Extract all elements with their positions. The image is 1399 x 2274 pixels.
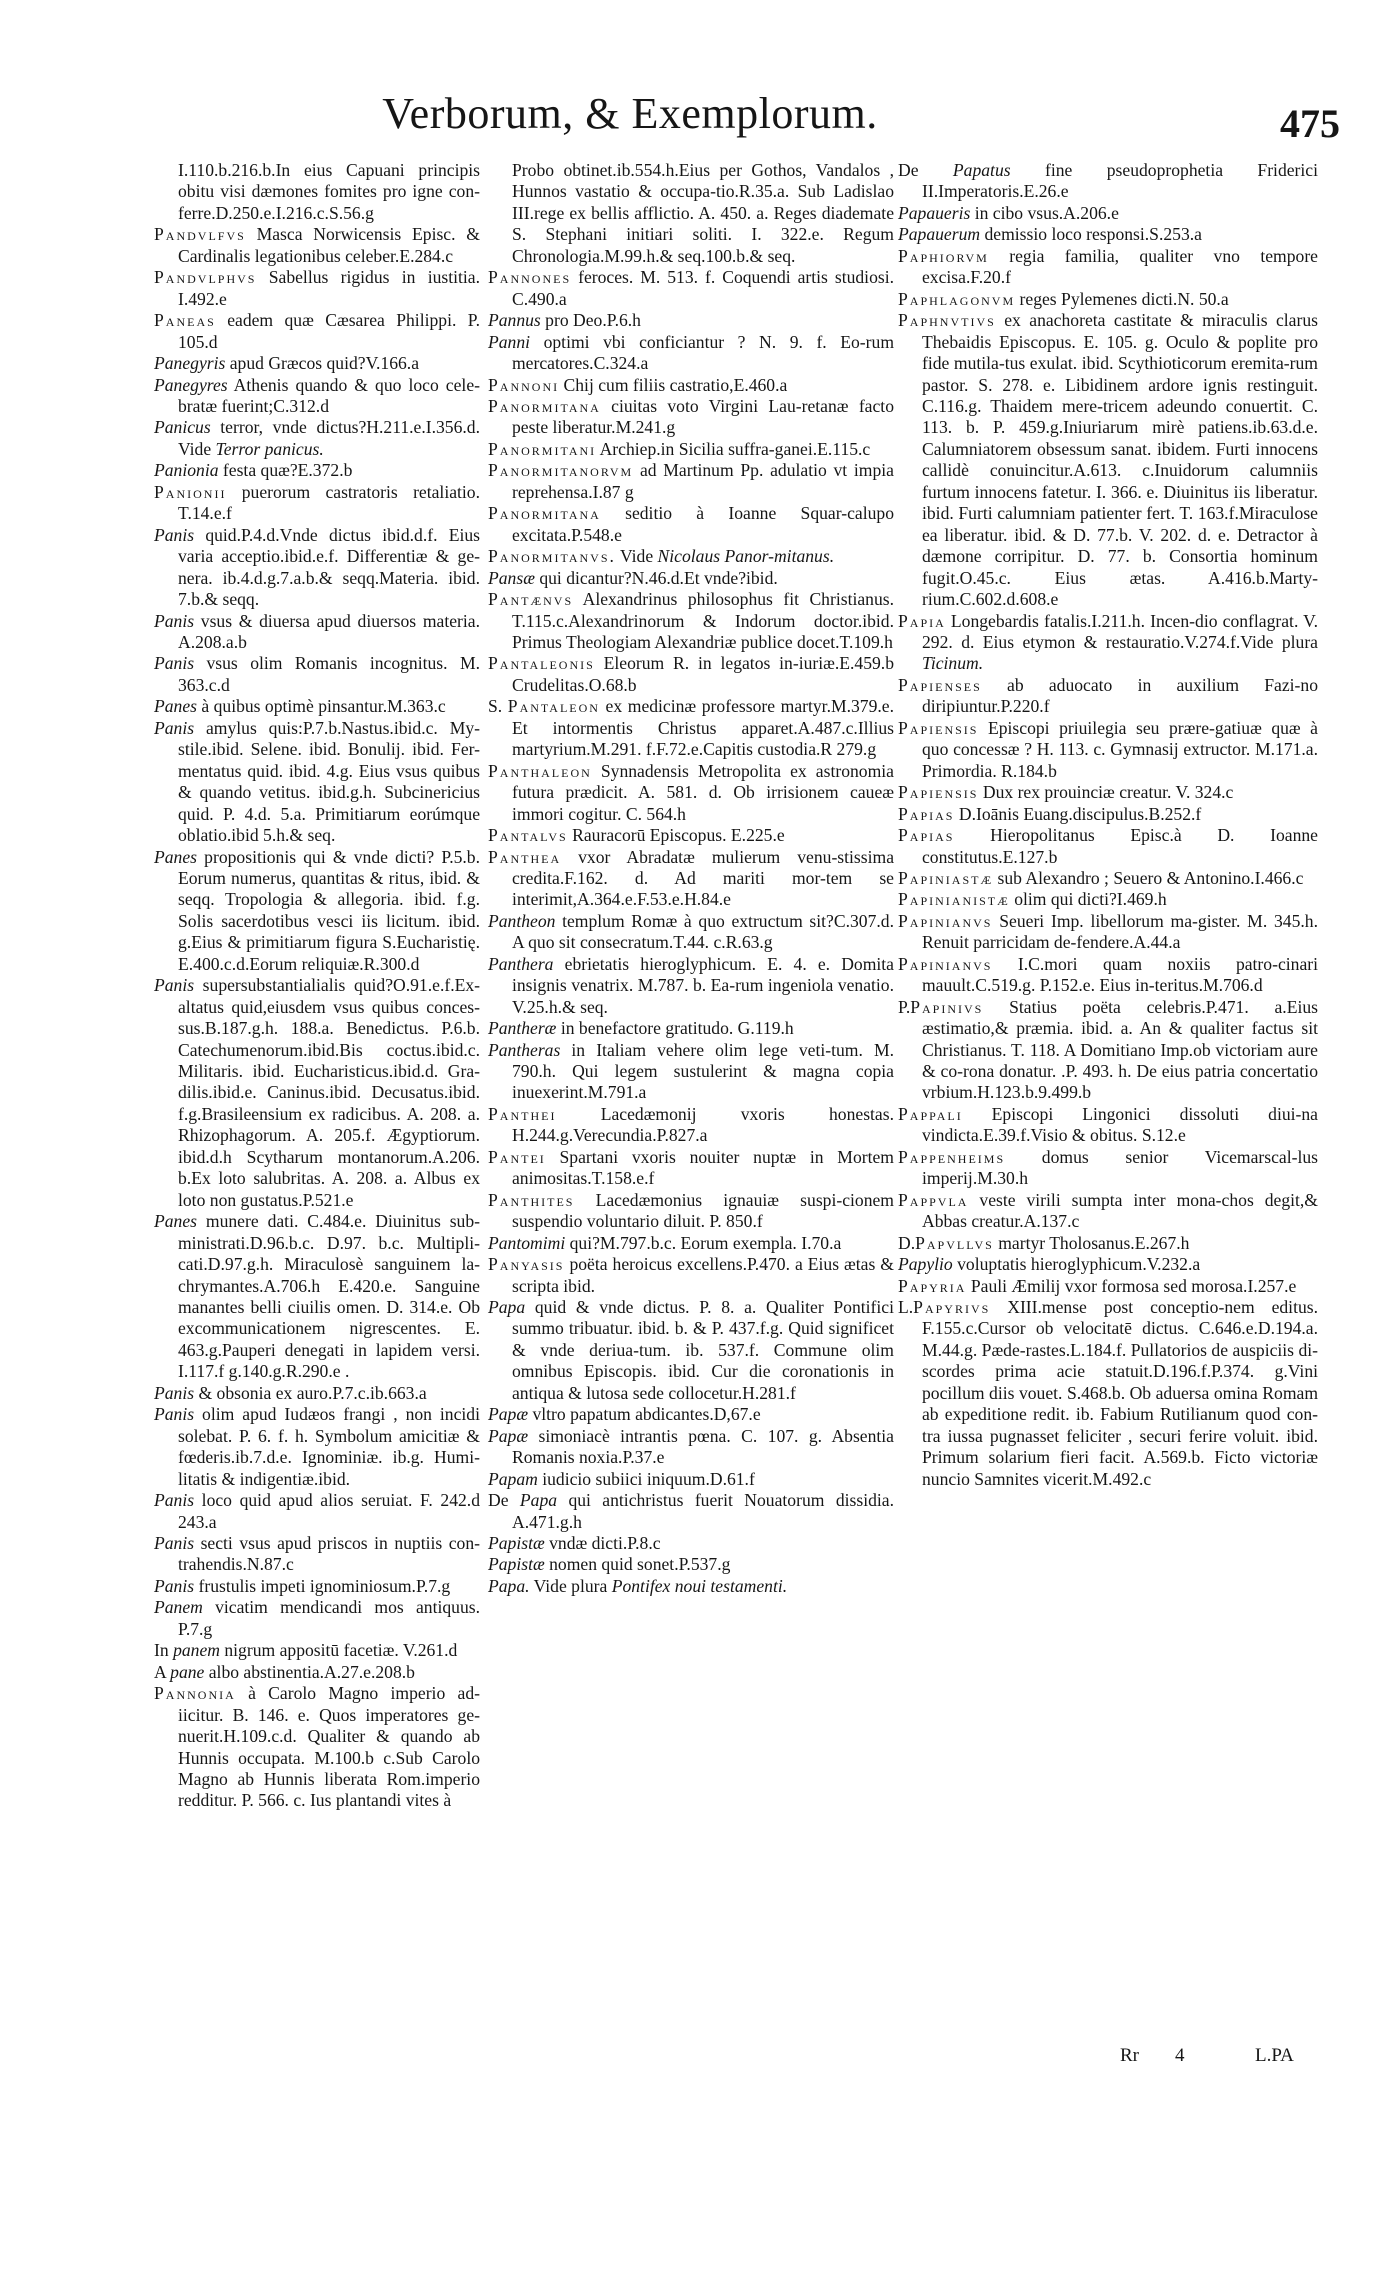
index-column-3 (898, 160, 1318, 1490)
index-entry (154, 653, 480, 696)
entry-text: seditio à Ioanne Squar-calupo excitata.P.548.e (512, 503, 894, 545)
entry-prefix: De (898, 160, 953, 180)
entry-headword: Pantaleonis (488, 653, 595, 674)
entry-headword: Papias (898, 825, 955, 846)
entry-headword-italic: Panis (154, 524, 195, 545)
index-entry (154, 1640, 480, 1661)
index-entry (488, 761, 894, 825)
entry-headword-italic: Papistæ (488, 1533, 545, 1553)
index-entry (898, 1254, 1318, 1275)
running-head: Verborum, & Exemplorum. (382, 89, 878, 138)
entry-headword-italic: Pantomimi (488, 1232, 566, 1253)
entry-headword-italic: pane (170, 1661, 205, 1682)
index-entry (154, 417, 480, 460)
entry-text: Vide (615, 546, 658, 567)
entry-text: secti vsus apud priscos in nuptiis con-trahendis.N.87.c (178, 1533, 480, 1575)
entry-headword: Papyrivs (913, 1297, 991, 1318)
entry-cross-reference: Pontifex noui testamenti. (611, 1575, 788, 1596)
index-entry (488, 1104, 894, 1147)
entry-headword-italic: Panes (154, 1211, 197, 1232)
entry-text: ex anachoreta castitate & miraculis clarus Thebaidis Episcopus. E. 105. g. Oculo & poplite pro fide mutila-tus exulat. ibid. Scythioticorum eremita-rum pastor. S. 278. e. Libidinem ardore ignis restinguit. C.116.g. Thaidem mere-tricem adeundo conuertit. C. 113. b. P. 459.g.Iniuriarum mirè patiens.ib.63.d.e. Calumniatorem obsessum sanat. ibidem. Furti innocens callidè conuincitur.A.613. c.Inuidorum calumniis furtum innocens fatetur. I. 366. e. Diuinitus iis liberatur. ibid. Furti calumniam patienter fert. T. 163.f.Miraculose ea liberatur. ibid. & D. 77.b. V. 202. d. e. Detractor à dæmone corripitur. D. 77. b. Consortia hominum fugit.O.45.c. Eius ætas. A.416.b.Marty-rium.C.602.d.608.e (922, 310, 1318, 610)
index-entry (488, 1190, 894, 1233)
entry-headword-italic: Panis (154, 1575, 195, 1596)
catchword: L.PA (1255, 2045, 1294, 2066)
index-entry (488, 653, 894, 696)
entry-text: ad Martinum Pp. adulatio vt impia reprehensa.I.87 g (512, 460, 894, 502)
entry-text: iudicio subiici iniquum.D.61.f (537, 1468, 755, 1489)
entry-text: in cibo vsus.A.206.e (970, 202, 1119, 223)
entry-text: Chij cum filiis castratio,E.460.a (559, 374, 788, 395)
entry-headword: Panthites (488, 1189, 575, 1210)
entry-headword: Papia (898, 610, 946, 631)
index-entry (488, 375, 894, 396)
entry-text: ciuitas voto Virgini Lau-retanæ facto peste liberatur.M.241.g (512, 395, 894, 438)
index-entry (154, 611, 480, 654)
index-entry (154, 375, 480, 418)
entry-text: optimi vbi conficiantur ? N. 9. f. Eo-rum mercatores.C.324.a (512, 331, 894, 374)
index-entry (898, 224, 1318, 245)
entry-headword: Pappali (898, 1103, 963, 1124)
page-number: 475 (1280, 101, 1340, 146)
index-entry (898, 889, 1318, 910)
index-entry (154, 696, 480, 717)
entry-headword: Papienses (898, 674, 982, 695)
index-entry (488, 1490, 894, 1533)
index-entry (154, 267, 480, 310)
entry-text: ab aduocato in auxilium Fazi-no diripiuntur.P.220.f (922, 674, 1318, 717)
entry-headword: Papyria (898, 1275, 967, 1296)
entry-headword-italic: Pantheras (488, 1039, 561, 1060)
index-entry (488, 1533, 894, 1554)
entry-text: D.Ioānis Euang.discipulus.B.252.f (954, 803, 1202, 824)
entry-text: vsus & diuersa apud diuersos materia. A.208.a.b (178, 610, 480, 652)
entry-headword: Panormitani (488, 438, 597, 459)
entry-text: Seueri Imp. libellorum ma-gister. M. 345.h. Renuit parricidam de-fendere.A.44.a (922, 910, 1318, 953)
entry-headword: Papiniastæ (898, 867, 994, 888)
index-entry (154, 1683, 480, 1812)
entry-headword: Panormitanvs. (488, 546, 616, 567)
entry-prefix: De (488, 1490, 520, 1511)
entry-headword-italic: Papaueris (898, 202, 971, 223)
entry-text: olim apud Iudæos frangi , non incidi solebat. P. 6. f. h. Symbolum amicitiæ & fœderis.ib.7.d.e. Ignominiæ. ib.g. Humi-litatis & indigentiæ.ibid. (178, 1404, 480, 1489)
index-column-2 (488, 160, 894, 1597)
entry-text: qui?M.797.b.c. Eorum exempla. I.70.a (565, 1232, 842, 1253)
index-entry (898, 825, 1318, 868)
entry-text: simoniacè intrantis pœna. C. 107. g. Absentia Romanis noxia.P.37.e (512, 1425, 894, 1468)
entry-headword: Pantaleon (507, 696, 600, 717)
entry-headword-italic: Panis (154, 653, 195, 674)
entry-headword: Pantalvs (488, 825, 568, 846)
index-entry (898, 246, 1318, 289)
entry-headword-italic: Papæ (488, 1404, 529, 1425)
index-entry (154, 1597, 480, 1640)
entry-text: albo abstinentia.A.27.e.208.b (204, 1661, 415, 1682)
entry-text: in Italiam vehere olim lege veti-tum. M. 790.h. Qui legem sustulerint & magna copia inuexerint.M.791.a (512, 1039, 894, 1103)
index-entry (898, 1104, 1318, 1147)
index-entry (488, 460, 894, 503)
entry-text: Vide plura (529, 1575, 612, 1596)
entry-prefix: L. (898, 1297, 914, 1318)
index-entry (488, 503, 894, 546)
index-entry (898, 911, 1318, 954)
entry-text: Pauli Æmilij vxor formosa sed morosa.I.257.e (966, 1275, 1297, 1296)
entry-headword-italic: Panes (154, 696, 197, 717)
index-entry (898, 1147, 1318, 1190)
entry-headword-italic: Papauerum (898, 224, 981, 245)
index-entry (488, 332, 894, 375)
entry-text: Rauracorū Episcopus. E.225.e (567, 825, 785, 846)
entry-text: demissio loco responsi.S.253.a (980, 224, 1202, 245)
entry-text: munere dati. C.484.e. Diuinitus sub-ministrati.D.96.b.c. D.97. b.c. Multipli-cati.D.97.g.h. Miraculosè sanguinem la-chrymantes.A.706.h E.420.e. Sanguine manantes belli ciuilis omen. D. 314.e. Ob excommunicationem nigrescentes. E. 463.g.Pauperi denegati in lapidem versi. I.117.f g.140.g.R.290.e . (178, 1211, 480, 1382)
index-entry (154, 310, 480, 353)
index-entry (898, 1297, 1318, 1490)
index-entry (154, 1211, 480, 1383)
entry-headword-italic: Panis (154, 610, 195, 631)
entry-text: ex medicinæ professore martyr.M.379.e. Et intormentis Christus apparet.A.487.c.Illius martyrium.M.291. f.F.72.e.Capitis custodia.R 279.g (512, 696, 895, 760)
entry-headword-italic: Papam (488, 1468, 538, 1489)
index-entry (154, 1662, 480, 1683)
entry-text: Archiep.in Sicilia suffra-ganei.E.115.c (596, 438, 871, 459)
index-entry (488, 1297, 894, 1404)
entry-headword: Panormitana (488, 503, 601, 524)
index-entry (154, 1533, 480, 1576)
index-entry (154, 1383, 480, 1404)
entry-text: Eleorum R. in legatos in-iuriæ.E.459.b Crudelitas.O.68.b (512, 653, 894, 695)
entry-text: veste virili sumpta inter mona-chos degit,& Abbas creatur.A.137.c (922, 1189, 1318, 1232)
index-entry (488, 847, 894, 911)
index-entry (898, 804, 1318, 825)
entry-text: Masca Norwicensis Episc. & Cardinalis legationibus celeber.E.284.c (178, 224, 480, 266)
entry-text: in benefactore gratitudo. G.119.h (556, 1018, 794, 1039)
entry-text: Statius poëta celebris.P.471. a.Eius æstimatio,& præmia. ibid. a. An & qualiter factus sit Christianus. T. 118. A Domitiano Imp.ob victoriam aure & co-rona donatur. .P. 493. h. De eius patria concertatio vrbium.H.123.b.9.499.b (922, 996, 1318, 1103)
entry-headword: Paneas (154, 310, 216, 331)
entry-text: puerorum castratoris retaliatio. T.14.e.f (178, 481, 480, 524)
index-entry (898, 203, 1318, 224)
index-entry (488, 696, 894, 760)
entry-headword-italic: Panis (154, 717, 195, 738)
entry-text: & obsonia ex auro.P.7.c.ib.663.a (194, 1382, 427, 1403)
entry-text: Probo obtinet.ib.554.h.Eius per Gothos, Vandalos , Hunnos vastatio & occupa-tio.R.35.a. Sub Ladislao III.rege ex bellis afflictio. A. 450. a. Reges diademate S. Stephani initiari soliti. I. 322.e. Regum Chronologia.M.99.h.& seq.100.b.& seq. (512, 160, 894, 266)
entry-text: Lacedæmonius ignauiæ suspi-cionem suspendio voluntario diluit. P. 850.f (512, 1189, 894, 1232)
index-entry (488, 1040, 894, 1104)
entry-headword-italic: Panem (154, 1597, 203, 1618)
entry-headword: Panormitanorvm (488, 460, 634, 481)
entry-headword-italic: Papatus (952, 160, 1011, 180)
entry-text: I.C.mori quam noxiis patro-cinari mauult.C.519.g. P.152.e. Eius in-teritus.M.706.d (922, 953, 1318, 996)
entry-text: XIII.mense post conceptio-nem editus. F.155.c.Cursor ob velocitatē dictus. C.646.e.D.194.a. M.44.g. Pæde-rastes.L.184.f. Pullatorios de auspiciis di-scordes prima acie statuit.D.196.f.P.374. g.Vini pocillum diis vouet. S.468.b. Ob aduersa omina Romam ab expeditione redit. ib. Fabium Rutilianum quod con-tra iussa pugnasset feliciter , securi ferire voluit. ibid. Primum solarium fieri facit. A.569.b. Ficto victoriæ nuncio Samnites vicerit.M.492.c (922, 1297, 1318, 1489)
entry-headword: Pannones (488, 267, 572, 288)
index-entry (488, 310, 894, 331)
entry-headword: Pappenheims (898, 1146, 1006, 1167)
index-entry (154, 460, 480, 481)
index-entry (154, 847, 480, 976)
entry-headword-italic: Papæ (488, 1425, 529, 1446)
entry-text: supersubstantialialis quid?O.91.e.f.Ex-altatus quid,eiusdem vsus quibus conces-sus.B.187.g.h. 188.a. Benedictus. P.6.b. Catechumenorum.ibid.Bis coctus.ibid.c. Militaris. ibid. Eucharisticus.ibid.d. Gra-dilis.ibid.e. Caninus.ibid. Decusatus.ibid. f.g.Brasileensium ex radicibus. A. 208. a. Rhizophagorum. A. 205.f. Ægyptiorum. ibid.d.h Scytharum montanorum.A.206. b.Ex loto salubritas. A. 208. a. Albus ex loto non gustatus.P.521.e (178, 975, 480, 1210)
entry-text: feroces. M. 513. f. Coquendi artis studiosi. C.490.a (512, 267, 894, 309)
entry-text: quid.P.4.d.Vnde dictus ibid.d.f. Eius varia acceptio.ibid.e.f. Differentiæ & ge-nera. ib.4.d.g.7.a.b.& seqq.Materia. ibid. 7.b.& seqq. (178, 524, 480, 610)
entry-text: vxor Abradatæ mulierum venu-stissima credita.F.162. d. Ad mariti mor-tem se interimit,A.364.e.F.53.e.H.84.e (512, 846, 894, 910)
index-entry (488, 911, 894, 954)
entry-headword-italic: Panis (154, 1382, 195, 1403)
index-entry (898, 310, 1318, 610)
index-entry (488, 1233, 894, 1254)
index-entry (898, 160, 1318, 203)
index-entry (898, 1190, 1318, 1233)
entry-headword-italic: Pantheon (488, 910, 556, 931)
entry-headword: Panionii (154, 481, 227, 502)
entry-headword-italic: Panegyres (154, 374, 228, 395)
entry-text: regia familia, qualiter vno tempore excisa.F.20.f (922, 245, 1318, 288)
index-entry (898, 718, 1318, 782)
entry-text: olim qui dicti?I.469.h (1009, 889, 1167, 910)
index-entry (488, 568, 894, 589)
entry-headword: Pappvla (898, 1189, 969, 1210)
index-entry (488, 1404, 894, 1425)
entry-headword-italic: Papa. (488, 1575, 530, 1596)
entry-headword: Panormitana (488, 395, 601, 416)
entry-prefix: D. (898, 1232, 916, 1253)
entry-headword: Papinianistæ (898, 889, 1010, 910)
entry-text: quid & vnde dictus. P. 8. a. Qualiter Pontifici summo tribuatur. ibid. b. & P. 437.f.g. Quid significet & vnde deriua-tum. ib. 537.f. Commune olim omnibus Episcopis. ibid. Cur die coronationis in antiqua & lutosa sede collocetur.H.281.f (512, 1297, 894, 1403)
entry-headword: Papvllvs (915, 1232, 994, 1253)
index-entry (488, 954, 894, 1018)
entry-text: Episcopi Lingonici dissoluti diui-na vindicta.E.39.f.Visio & obitus. S.12.e (922, 1103, 1318, 1146)
entry-text: qui dicantur?N.46.d.Et vnde?ibid. (534, 567, 778, 588)
entry-text: terror, vnde dictus?H.211.e.I.356.d. Vide (178, 417, 480, 459)
index-entry (488, 1018, 894, 1039)
entry-headword: Pannonia (154, 1683, 236, 1704)
entry-headword: Pandvlfvs (154, 224, 246, 245)
signature-mark: Rr (1120, 2045, 1139, 2066)
index-entry (898, 954, 1318, 997)
index-entry (898, 611, 1318, 675)
entry-text: Synnadensis Metropolita ex astronomia futura prædicit. A. 581. d. Ob irrisionem caueæ immori cogitur. C. 564.h (512, 760, 894, 824)
entry-headword-italic: Pansæ (488, 567, 535, 588)
entry-text: eadem quæ Cæsarea Philippi. P. 105.d (178, 310, 480, 352)
entry-text: Episcopi priuilegia seu prære-gatiuæ quæ à quo concessæ ? H. 113. c. Gymnasij extructor. M.171.a. Primordia. R.184.b (922, 717, 1318, 781)
entry-headword-italic: Panegyris (154, 353, 226, 374)
index-entry (488, 1469, 894, 1490)
entry-text: reges Pylemenes dicti.N. 50.a (1015, 288, 1229, 309)
entry-headword-italic: Panis (154, 1533, 195, 1553)
index-entry (488, 589, 894, 653)
index-column-1 (154, 160, 480, 1812)
index-entry (898, 289, 1318, 310)
entry-text: à quibus optimè pinsantur.M.363.c (197, 696, 446, 717)
entry-headword: Paphiorvm (898, 245, 989, 266)
entry-headword: Paphlagonvm (898, 288, 1016, 309)
index-entry (488, 1147, 894, 1190)
entry-text: Hieropolitanus Episc.à D. Ioanne constitutus.E.127.b (922, 825, 1318, 867)
index-entry (898, 997, 1318, 1104)
entry-headword: Papiensis (898, 782, 979, 803)
index-entry (488, 825, 894, 846)
entry-headword: Paphnvtivs (898, 310, 996, 331)
entry-headword: Pantænvs (488, 589, 574, 610)
entry-headword: Panyasis (488, 1254, 565, 1275)
index-entry (898, 868, 1318, 889)
index-entry (488, 439, 894, 460)
entry-text: qui antichristus fuerit Nouatorum dissidia. A.471.g.h (512, 1490, 894, 1532)
entry-text: Longebardis fatalis.I.211.h. Incen-dio conflagrat. V. 292. d. Eius etymon & restauratio.V.274.f.Vide plura (922, 610, 1318, 652)
index-entry (154, 160, 480, 224)
entry-text: Athenis quando & quo loco cele-bratæ fuerint;C.312.d (178, 374, 480, 416)
entry-text: I.110.b.216.b.In eius Capuani principis obitu visi dæmones fomites pro igne con-ferre.D.250.e.I.216.c.S.56.g (178, 160, 480, 223)
entry-prefix: A (154, 1661, 171, 1682)
entry-headword-italic: Panionia (154, 460, 219, 481)
index-entry (488, 1576, 894, 1597)
index-entry (898, 1233, 1318, 1254)
entry-headword-italic: Panis (154, 1490, 195, 1511)
index-entry (488, 546, 894, 567)
entry-cross-reference: Terror panicus. (215, 438, 324, 459)
entry-headword-italic: Pannus (488, 310, 541, 331)
entry-text: vndæ dicti.P.8.c (544, 1533, 661, 1553)
entry-text: à Carolo Magno imperio ad-iicitur. B. 146. e. Quos imperatores ge-nuerit.H.109.c.d. Qualiter & quando ab Hunnis occupata. M.100.b c.Sub Carolo Magno ab Hunnis liberata Rom.imperio redditur. P. 566. c. Ius plantandi vites à (178, 1683, 480, 1811)
gathering-number: 4 (1175, 2045, 1185, 2066)
index-entry (154, 1490, 480, 1533)
entry-text: domus senior Vicemarscal-lus imperij.M.30.h (922, 1146, 1318, 1189)
entry-text: Lacedæmonij vxoris honestas. H.244.g.Verecundia.P.827.a (512, 1103, 894, 1146)
entry-headword-italic: panem (173, 1640, 220, 1661)
index-entry (488, 267, 894, 310)
entry-headword-italic: Panis (154, 1404, 195, 1425)
entry-text: templum Romæ à quo extructum sit?C.307.d. A quo sit consecratum.T.44. c.R.63.g (512, 910, 894, 953)
index-entry (488, 160, 894, 267)
entry-text: vicatim mendicandi mos antiquus. P.7.g (178, 1597, 480, 1639)
index-entry (154, 353, 480, 374)
entry-text: pro Deo.P.6.h (540, 310, 641, 331)
index-entry (898, 675, 1318, 718)
index-entry (488, 1254, 894, 1297)
entry-text: ebrietatis hieroglyphicum. E. 4. e. Domita insignis venatrix. M.787. b. Ea-rum ingeniola venatio. V.25.h.& seq. (512, 953, 894, 1017)
index-entry (488, 1554, 894, 1575)
entry-headword: Panthaleon (488, 760, 592, 781)
entry-text: Dux rex prouinciæ creatur. V. 324.c (978, 782, 1234, 803)
index-entry (154, 975, 480, 1211)
index-entry (898, 1276, 1318, 1297)
entry-prefix: P. (898, 996, 911, 1017)
index-entry (154, 224, 480, 267)
entry-text: propositionis qui & vnde dicti? P.5.b. Eorum numerus, quantitas & ritus, ibid. & seqq. Tropologia & allegoria. ibid. f.g. Solis sacerdotibus vesci iis licitum. ibid. g.Eius & primitiarum figura S.Eucharistię. E.400.c.d.Eorum reliquiæ.R.300.d (178, 846, 480, 974)
entry-prefix: S. (488, 696, 508, 717)
index-entry (154, 1576, 480, 1597)
entry-headword-italic: Papa (488, 1297, 526, 1318)
entry-headword: Pantei (488, 1146, 546, 1167)
entry-text: voluptatis hieroglyphicum.V.232.a (952, 1254, 1201, 1275)
entry-headword: Panthei (488, 1103, 557, 1124)
entry-headword-italic: Panthera (488, 953, 554, 974)
entry-headword: Papiensis (898, 717, 979, 738)
entry-text: martyr Tholosanus.E.267.h (993, 1232, 1190, 1253)
entry-text: nigrum appositū facetiæ. V.261.d (219, 1640, 458, 1661)
entry-headword: Papias (898, 803, 955, 824)
entry-headword-italic: Panni (488, 331, 531, 352)
index-entry (154, 482, 480, 525)
entry-text: festa quæ?E.372.b (218, 460, 353, 481)
entry-headword: Papinivs (910, 996, 984, 1017)
entry-text: apud Græcos quid?V.166.a (225, 353, 420, 374)
entry-text: sub Alexandro ; Seuero & Antonino.I.466.c (993, 867, 1304, 888)
entry-text: nomen quid sonet.P.537.g (544, 1554, 731, 1575)
entry-text: poëta heroicus excellens.P.470. a Eius ætas & scripta ibid. (512, 1254, 894, 1296)
entry-headword-italic: Papylio (898, 1254, 953, 1275)
entry-headword: Papinianvs (898, 953, 993, 974)
index-entry (898, 782, 1318, 803)
entry-text: amylus quis:P.7.b.Nastus.ibid.c. My-stile.ibid. Selene. ibid. Bonulij. ibid. Fer-mentatus quid. ibid. 4.g. Eius vsus quibus & quando vetitus. ibid.g.h. Subcinericius quid. P. 4.d. 5.a. Primitiarum eorúmque oblatio.ibid 5.h.& seq. (178, 717, 480, 846)
entry-prefix: In (154, 1640, 174, 1661)
entry-headword-italic: Pantheræ (488, 1018, 557, 1039)
entry-headword-italic: Panes (154, 846, 197, 867)
entry-cross-reference: Nicolaus Panor-mitanus. (657, 546, 835, 567)
index-entry (488, 396, 894, 439)
entry-text: loco quid apud alios seruiat. F. 242.d 243.a (178, 1490, 480, 1532)
entry-text: Alexandrinus philosophus fit Christianus. T.115.c.Alexandrinorum & Indorum doctor.ibid. Primus Theologiam Alexandriæ publice docet.T.109.h (512, 589, 894, 652)
index-entry (154, 718, 480, 847)
entry-headword: Panthea (488, 846, 562, 867)
entry-headword-italic: Panicus (154, 417, 211, 438)
entry-text: vltro papatum abdicantes.D,67.e (528, 1404, 761, 1425)
entry-text: vsus olim Romanis incognitus. M. 363.c.d (178, 653, 480, 695)
entry-text: Spartani vxoris nouiter nuptæ in Mortem animositas.T.158.e.f (512, 1146, 894, 1189)
entry-headword-italic: Papistæ (488, 1554, 545, 1575)
entry-text: frustulis impeti ignominiosum.P.7.g (194, 1575, 451, 1596)
index-entry (154, 1404, 480, 1490)
entry-headword-italic: Panis (154, 975, 195, 996)
entry-text: fine pseudoprophetia Friderici II.Imperatoris.E.26.e (922, 160, 1318, 202)
index-entry (154, 525, 480, 611)
entry-headword-italic: Papa (519, 1490, 558, 1511)
entry-headword: Papinianvs (898, 910, 993, 931)
entry-text: Sabellus rigidus in iustitia. I.492.e (178, 267, 480, 309)
entry-cross-reference: Ticinum. (922, 653, 984, 674)
index-entry (488, 1426, 894, 1469)
entry-headword: Pandvlphvs (154, 267, 257, 288)
entry-headword: Pannoni (488, 374, 560, 395)
